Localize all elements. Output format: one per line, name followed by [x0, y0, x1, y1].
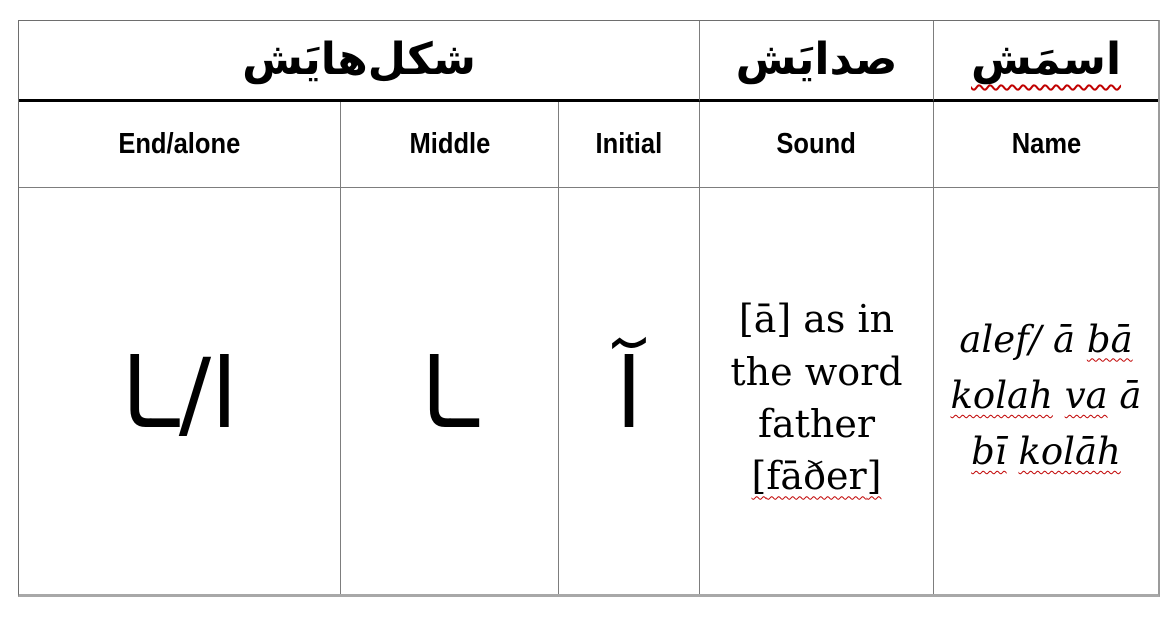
- column-header-name: [934, 102, 1158, 188]
- alef-letter-table: [18, 20, 1160, 597]
- name-line-2-word-kolah: kolah: [950, 373, 1053, 417]
- sound-phonetic-open-bracket: [: [751, 454, 767, 499]
- sound-line-4: [752, 450, 882, 502]
- column-header-end-alone-label: End/alone: [118, 128, 241, 160]
- sound-phonetic-close-bracket: ]: [866, 454, 882, 499]
- sound-line-3: father: [757, 402, 876, 446]
- header-shapes-persian: [19, 21, 700, 102]
- column-header-sound: [700, 102, 934, 188]
- header-sound-persian-label: صدایَش: [735, 34, 898, 85]
- cell-middle-form: [341, 188, 559, 594]
- column-header-sound-label: Sound: [776, 128, 857, 160]
- header-name-persian: [934, 21, 1158, 102]
- name-line-1-word-ba: bā: [1086, 317, 1133, 361]
- cell-initial-form: [559, 188, 700, 594]
- name-line-2: [951, 368, 1142, 424]
- name-line-2-plain: ā: [1119, 373, 1142, 417]
- column-header-middle-label: Middle: [409, 128, 490, 160]
- name-line-3-word-bi: bī: [971, 430, 1007, 474]
- alef-end-alone-glyphs: ا/ـا: [121, 338, 238, 450]
- name-line-1: [959, 312, 1132, 368]
- header-sound-persian: [700, 21, 934, 102]
- column-header-middle: [341, 102, 559, 188]
- alef-initial-glyph: آ: [615, 338, 643, 450]
- header-shapes-persian-label: شکل‌هایَش: [242, 34, 476, 85]
- column-header-name-label: Name: [1011, 128, 1081, 160]
- sound-line-1: [ā] as in: [738, 297, 895, 342]
- name-line-2-word-va: va: [1064, 373, 1108, 417]
- name-line-3-word-kolah: kolāh: [1018, 430, 1121, 474]
- header-name-persian-label: اسمَش: [970, 34, 1122, 85]
- column-header-initial: [559, 102, 700, 188]
- column-header-initial-label: Initial: [595, 128, 663, 160]
- name-line-1-plain: alef/ ā: [959, 317, 1076, 361]
- cell-sound-description: [700, 188, 934, 594]
- alef-middle-glyph: ـا: [420, 338, 479, 450]
- cell-letter-name: [934, 188, 1158, 594]
- name-line-3: [971, 424, 1121, 480]
- column-header-end-alone: [19, 102, 341, 188]
- sound-line-2: the word: [730, 349, 903, 394]
- sound-phonetic-word: fāðer: [766, 454, 867, 499]
- cell-end-alone-forms: [19, 188, 341, 594]
